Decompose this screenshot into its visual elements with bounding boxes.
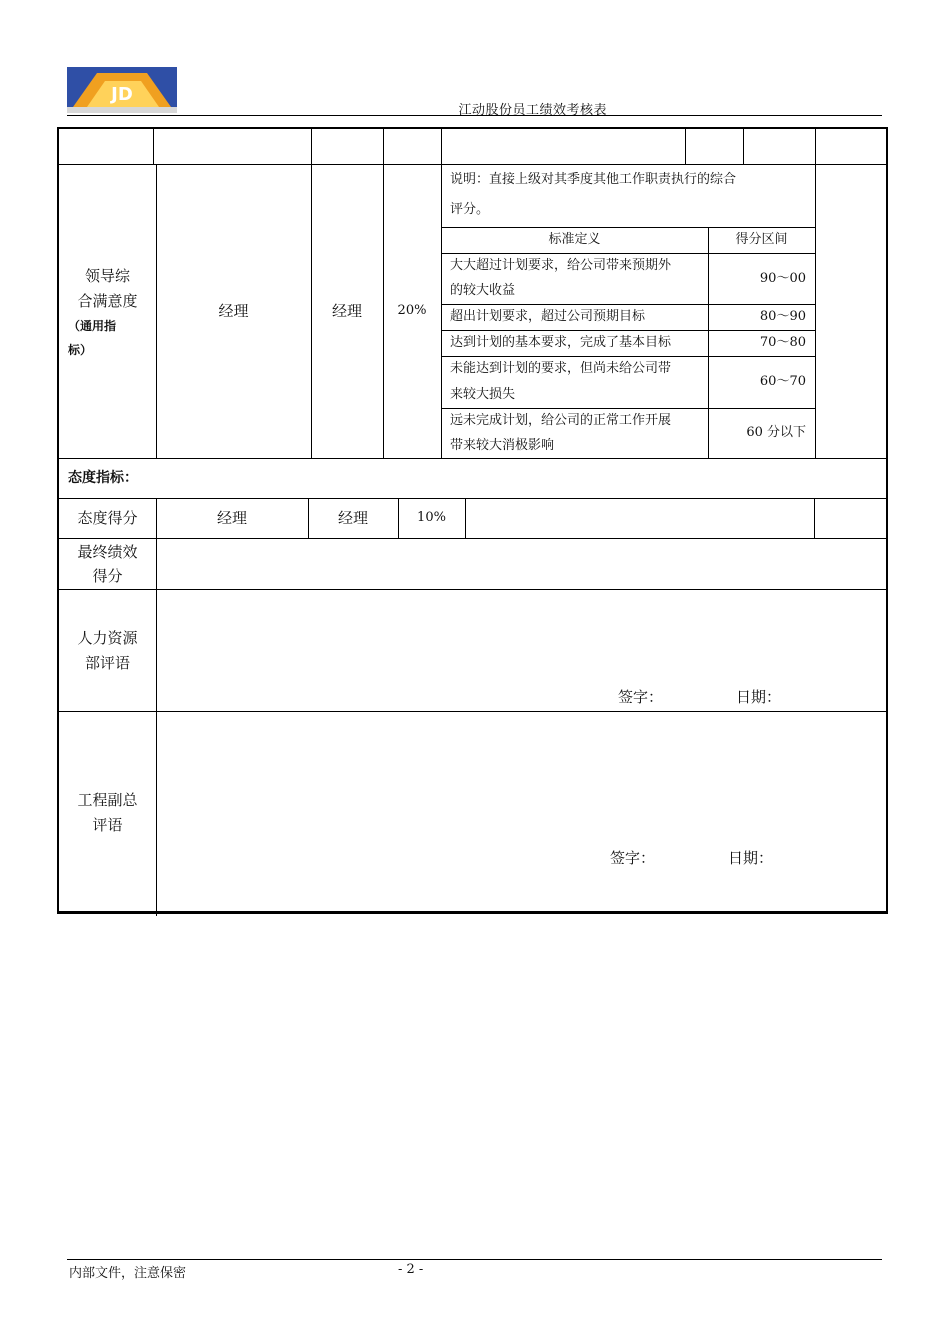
leadership-weight: 20% [397, 303, 427, 318]
attitude-evaluator: 经理 [216, 508, 247, 527]
criteria-4-range: 60～70 [759, 374, 806, 389]
criteria-1-line2: 的较大收益 [450, 282, 516, 298]
leadership-note-line2: 评分。 [450, 202, 490, 217]
attitude-weight: 10% [417, 510, 446, 525]
criteria-4-line1: 未能达到计划的要求，但尚未给公司带 [450, 361, 672, 376]
attitude-label: 态度得分 [77, 508, 138, 527]
footer-rule [67, 1259, 882, 1260]
final-score-field[interactable] [156, 538, 886, 589]
leadership-label-note2: 标） [68, 342, 93, 357]
range-header: 得分区间 [735, 232, 788, 247]
page-header-title: 江动股份员工绩效考核表 [458, 103, 607, 118]
row-divider [59, 911, 886, 912]
hr-date-label: 日期： [736, 687, 782, 706]
attitude-score-input[interactable] [465, 498, 814, 538]
vp-label-line2: 评语 [92, 816, 123, 834]
hr-label-line1: 人力资源 [77, 629, 138, 647]
leadership-reviewer: 经理 [331, 301, 362, 320]
logo-text: JD [111, 84, 133, 105]
hr-label-line2: 部评语 [84, 654, 130, 672]
criteria-2-line1: 超出计划要求，超过公司预期目标 [450, 309, 646, 324]
footer-confidential: 内部文件，注意保密 [69, 1266, 187, 1281]
leadership-note-line1: 说明：直接上级对其季度其他工作职责执行的综合 [450, 172, 737, 187]
leadership-label-line1: 领导综 [84, 267, 130, 285]
criteria-5-line2: 带来较大消极影响 [450, 437, 555, 453]
leadership-label-line2: 合满意度 [77, 292, 138, 310]
vp-comment-field[interactable] [156, 711, 886, 841]
hr-comment-field[interactable] [156, 589, 886, 689]
vp-sign-label: 签字： [610, 848, 656, 867]
leadership-evaluator: 经理 [218, 301, 249, 320]
criteria-2-range: 80～90 [759, 309, 806, 324]
criteria-1-line1: 大大超过计划要求，给公司带来预期外 [450, 257, 672, 273]
hr-sign-label: 签字： [618, 687, 664, 706]
leadership-label-note1: （通用指 [68, 318, 117, 333]
footer-page-number: - 2 - [398, 1262, 424, 1277]
vp-date-label: 日期： [728, 848, 774, 867]
attitude-reviewer: 经理 [337, 508, 368, 527]
criteria-header: 标准定义 [548, 232, 601, 247]
attitude-section-title: 态度指标： [68, 469, 138, 486]
criteria-5-range: 60 分以下 [746, 425, 806, 440]
criteria-3-range: 70～80 [759, 335, 806, 350]
criteria-1-range: 90～00 [759, 270, 806, 286]
criteria-5-line1: 远未完成计划，给公司的正常工作开展 [450, 412, 672, 428]
appraisal-table [57, 127, 888, 914]
vp-label-line1: 工程副总 [77, 791, 138, 809]
final-label-line2: 得分 [92, 566, 123, 585]
final-label-line1: 最终绩效 [77, 542, 138, 561]
criteria-4-line2: 来较大损失 [450, 387, 516, 402]
criteria-3-line1: 达到计划的基本要求，完成了基本目标 [450, 335, 672, 350]
header-rule [67, 115, 882, 116]
